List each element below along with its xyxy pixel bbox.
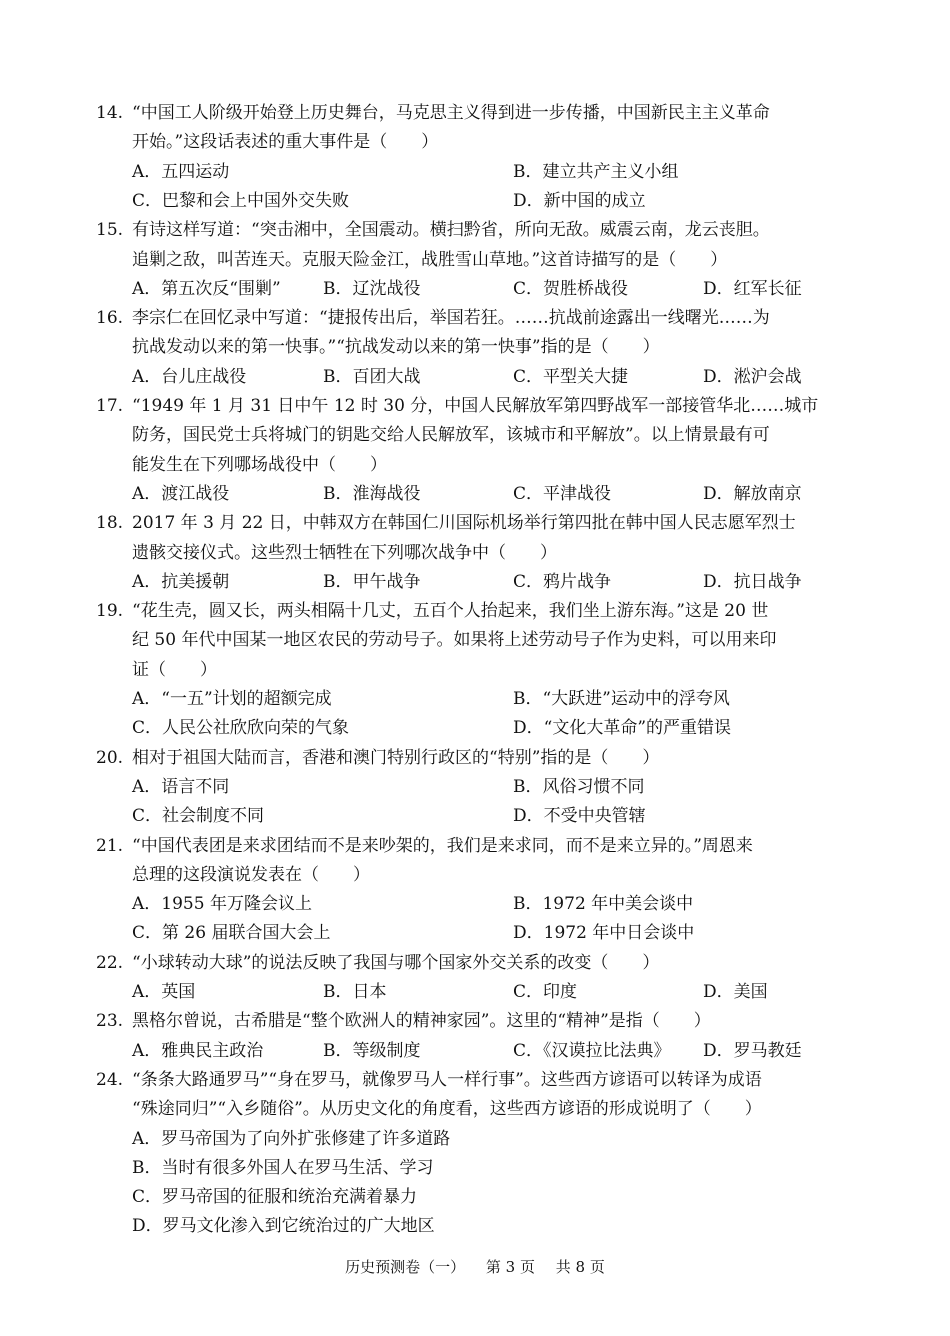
question-stem-text: 能发生在下列哪场战役中（ ）: [132, 454, 387, 475]
answer-option: C．贺胜桥战役: [513, 278, 629, 299]
answer-option: C．印度: [513, 982, 578, 1002]
question-stem-text: 黑格尔曾说，古希腊是“整个欧洲人的精神家园”。这里的“精神”是指（ ）: [132, 1011, 711, 1032]
question-stem-text: 遗骸交接仪式。这些烈士牺牲在下列哪次战争中（ ）: [132, 542, 557, 563]
question-stem-text: 相对于祖国大陆而言，香港和澳门特别行政区的“特别”指的是（ ）: [132, 747, 660, 768]
answer-option: C．第 26 届联合国大会上: [132, 923, 331, 944]
question-number: 14.: [96, 103, 124, 123]
question-stem-text: 抗战发动以来的第一快事。”“抗战发动以来的第一快事”指的是（ ）: [132, 337, 660, 358]
question-stem-text: 证（ ）: [132, 659, 217, 680]
answer-option: C．《汉谟拉比法典》: [513, 1040, 671, 1061]
question-stem-text: 纪 50 年代中国某一地区农民的劳动号子。如果将上述劳动号子作为史料，可以用来印: [132, 630, 777, 651]
answer-option: A．1955 年万隆会议上: [132, 894, 312, 915]
answer-option: B．建立共产主义小组: [513, 161, 679, 182]
answer-option: B．辽沈战役: [323, 278, 421, 299]
answer-option: D．淞沪会战: [703, 366, 802, 387]
question-stem-text: 开始。”这段话表述的重大事件是（ ）: [132, 132, 439, 153]
answer-option: A．第五次反“围剿”: [132, 278, 281, 299]
answer-option: C．人民公社欣欣向荣的气象: [132, 718, 350, 739]
answer-option: A．雅典民主政治: [132, 1040, 264, 1061]
question-number: 20.: [96, 747, 124, 768]
answer-option: B．当时有很多外国人在罗马生活、学习: [132, 1157, 434, 1178]
answer-option: C．平津战役: [513, 483, 612, 504]
question-number: 18.: [96, 513, 124, 534]
answer-option: B．“大跃进”运动中的浮夸风: [513, 689, 730, 709]
footer-total-pages: 共 8 页: [555, 1258, 605, 1276]
question-number: 22.: [96, 952, 124, 973]
answer-option: D．罗马教廷: [703, 1040, 802, 1061]
question-number: 15.: [96, 220, 124, 241]
question-stem-text: “花生壳，圆又长，两头相隔十几丈，五百个人抬起来，我们坐上游东海。”这是 20 世: [132, 601, 769, 622]
answer-option: D．“文化大革命”的严重错误: [513, 718, 732, 739]
answer-option: A．渡江战役: [132, 483, 230, 504]
answer-option: B．风俗习惯不同: [513, 776, 645, 797]
question-stem-text: “中国工人阶级开始登上历史舞台，马克思主义得到进一步传播，中国新民主主义革命: [132, 103, 770, 123]
answer-option: A．“一五”计划的超额完成: [132, 689, 332, 709]
answer-option: A．语言不同: [132, 776, 230, 797]
answer-option: B．等级制度: [323, 1040, 421, 1061]
question-stem-text: 李宗仁在回忆录中写道：“捷报传出后，举国若狂。……抗战前途露出一线曙光……为: [132, 308, 770, 329]
answer-option: D．红军长征: [703, 278, 802, 299]
answer-option: B．日本: [323, 982, 387, 1002]
answer-option: D．1972 年中日会谈中: [513, 923, 695, 944]
answer-option: A．抗美援朝: [132, 571, 230, 592]
footer-page-number: 第 3 页: [485, 1258, 535, 1276]
footer-title: 历史预测卷（一）: [345, 1258, 466, 1276]
question-stem-text: 2017 年 3 月 22 日，中韩双方在韩国仁川国际机场举行第四批在韩中国人民志愿军烈士: [132, 513, 796, 534]
question-number: 21.: [96, 835, 124, 856]
question-stem-text: “1949 年 1 月 31 日中午 12 时 30 分，中国人民解放军第四野战军一部接管华北……城市: [132, 396, 819, 416]
question-stem-text: “中国代表团是来求团结而不是来吵架的，我们是来求同，而不是来立异的。”周恩来: [132, 835, 753, 856]
answer-option: A．罗马帝国为了向外扩张修建了许多道路: [132, 1128, 451, 1149]
answer-option: A．五四运动: [132, 161, 230, 182]
answer-option: A．台儿庄战役: [132, 366, 247, 387]
answer-option: D．美国: [703, 982, 768, 1002]
answer-option: C．巴黎和会上中国外交失败: [132, 190, 350, 211]
question-stem-text: 追剿之敌，叫苦连天。克服天险金江，战胜雪山草地。”这首诗描写的是（ ）: [132, 249, 728, 270]
question-stem-text: 有诗这样写道：“突击湘中，全国震动。横扫黔省，所向无敌。威震云南，龙云丧胆。: [132, 220, 770, 241]
question-stem-text: “小球转动大球”的说法反映了我国与哪个国家外交关系的改变（ ）: [132, 952, 660, 973]
answer-option: D．解放南京: [703, 483, 802, 504]
question-number: 16.: [96, 308, 124, 329]
question-number: 23.: [96, 1011, 124, 1032]
answer-option: B．百团大战: [323, 366, 421, 387]
question-number: 19.: [96, 601, 124, 622]
answer-option: C．平型关大捷: [513, 366, 629, 387]
question-number: 24.: [96, 1069, 124, 1090]
page-footer: [0, 1256, 950, 1278]
question-stem-text: “条条大路通罗马”“身在罗马，就像罗马人一样行事”。这些西方谚语可以转译为成语: [132, 1069, 762, 1090]
answer-option: A．英国: [132, 982, 196, 1002]
answer-option: B．甲午战争: [323, 571, 421, 592]
answer-option: D．新中国的成立: [513, 190, 646, 211]
answer-option: D．不受中央管辖: [513, 806, 646, 827]
answer-option: C．罗马帝国的征服和统治充满着暴力: [132, 1187, 418, 1208]
answer-option: C．鸦片战争: [513, 571, 612, 592]
question-stem-text: 总理的这段演说发表在（ ）: [132, 864, 370, 885]
answer-option: C．社会制度不同: [132, 806, 265, 827]
answer-option: D．罗马文化渗入到它统治过的广大地区: [132, 1216, 435, 1237]
question-number: 17.: [96, 396, 124, 416]
question-stem-text: “殊途同归”“入乡随俗”。从历史文化的角度看，这些西方谚语的形成说明了（ ）: [132, 1099, 762, 1120]
answer-option: D．抗日战争: [703, 571, 802, 592]
question-stem-text: 防务，国民党士兵将城门的钥匙交给人民解放军，该城市和平解放”。以上情景最有可: [132, 425, 770, 446]
answer-option: B．1972 年中美会谈中: [513, 894, 694, 915]
answer-option: B．淮海战役: [323, 483, 421, 504]
